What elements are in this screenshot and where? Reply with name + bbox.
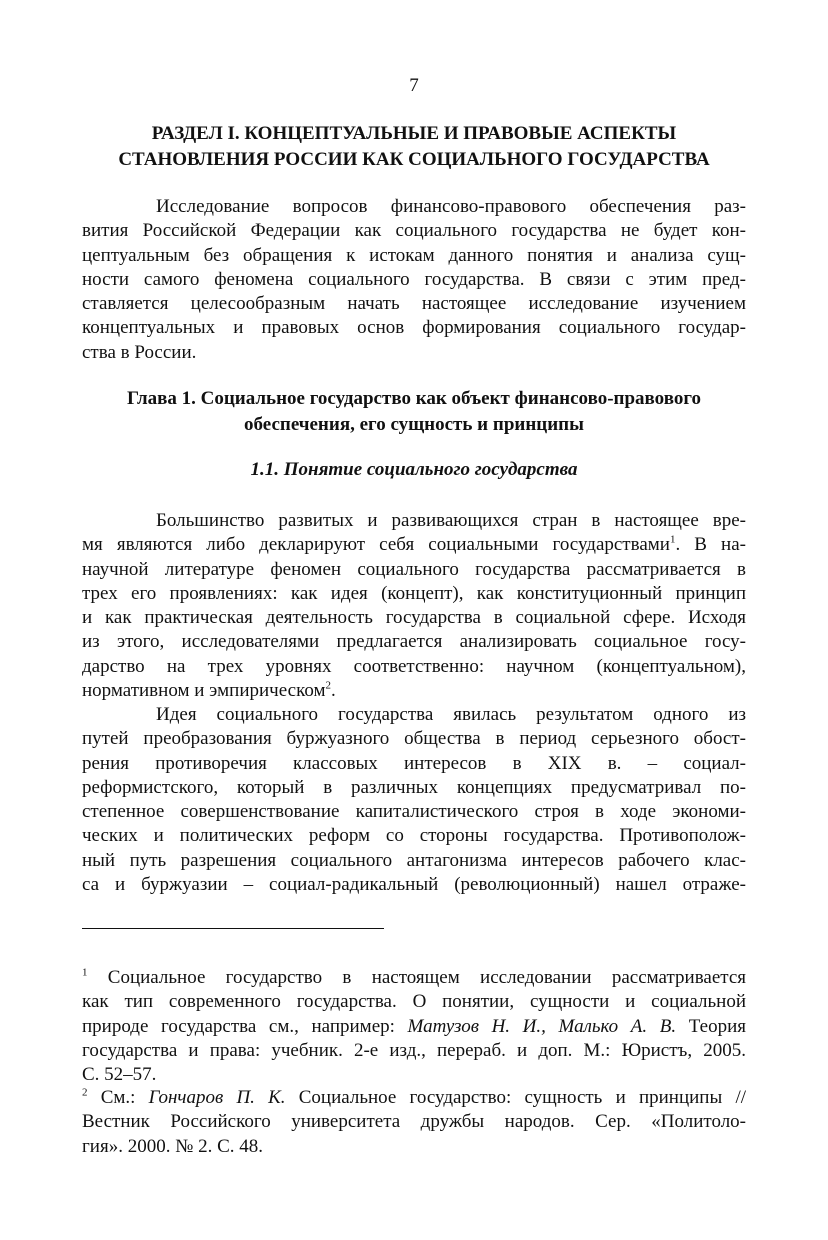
text-line: Большинство развитых и развивающихся стран в настоящее вре-: [156, 510, 746, 531]
text-line: дарство на трех уровнях соответственно: научном (концептуальном),: [82, 655, 746, 677]
footnote-ref-1[interactable]: 1: [669, 533, 676, 546]
text-line: вития Российской Федерации как социального государства не будет кон-: [82, 220, 746, 242]
text-line: [82, 533, 746, 557]
text-line: [82, 1086, 746, 1110]
text-span: мя являются либо декларируют себя социальными государствами: [82, 534, 670, 556]
chapter-title-line: Глава 1. Социальное государство как объект финансово-правового: [127, 388, 701, 409]
text-span: .: [331, 680, 336, 702]
text-span: См.:: [100, 1087, 149, 1108]
footnote-2: [82, 1086, 746, 1159]
text-line: концептуальных и правовых основ формирования социального государ-: [82, 317, 746, 339]
footnote-author: Гончаров П. К.: [148, 1087, 286, 1108]
intro-paragraph: [82, 195, 746, 365]
text-span: . В на-: [675, 534, 746, 556]
chapter-title: [82, 386, 746, 438]
text-line: рения противоречия классовых интересов в XIX в. – социал-: [82, 752, 746, 774]
text-line: гия». 2000. № 2. С. 48.: [82, 1135, 264, 1157]
footnote-marker: 1: [82, 966, 88, 979]
footnote-ref-2[interactable]: 2: [325, 679, 331, 692]
text-line: степенное совершенствование капиталистического строя в ходе экономи-: [82, 801, 746, 823]
text-line: С. 52–57.: [82, 1064, 157, 1086]
subsection-title: 1.1. Понятие социального государства: [250, 459, 578, 480]
text-line: Вестник Российского университета дружбы народов. Сер. «Политоло-: [82, 1111, 746, 1133]
text-line: государства и права: учебник. 2-е изд., перераб. и доп. М.: Юристъ, 2005.: [82, 1039, 746, 1061]
page-number: 7: [409, 75, 419, 96]
footnote-marker: 2: [82, 1086, 88, 1099]
text-line: как тип современного государства. О понятии, сущности и социальной: [82, 991, 746, 1013]
body-paragraph-1: [82, 509, 746, 703]
text-span: Социальное государство: сущность и принципы //: [285, 1087, 746, 1108]
text-line: [82, 679, 746, 703]
text-line: ности самого феномена социального государства. В связи с этим пред-: [82, 268, 746, 290]
text-line: реформистского, который в различных концепциях предусматривал по-: [82, 776, 746, 798]
text-line: [82, 966, 746, 990]
text-line: ставляется целесообразным начать настоящее исследование изучением: [82, 293, 746, 315]
text-line: Идея социального государства явилась результатом одного из: [156, 704, 746, 725]
section-title-line: СТАНОВЛЕНИЯ РОССИИ КАК СОЦИАЛЬНОГО ГОСУДАРСТВА: [118, 149, 710, 170]
text-span: природе государства см., например:: [82, 1015, 408, 1037]
section-title: [82, 121, 746, 173]
body-paragraph-2: [82, 703, 746, 897]
text-span: нормативном и эмпирическом: [82, 680, 326, 702]
footnote-1: [82, 966, 746, 1087]
section-title-line: РАЗДЕЛ I. КОНЦЕПТУАЛЬНЫЕ И ПРАВОВЫЕ АСПЕКТЫ: [151, 123, 677, 144]
text-line: научной литературе феномен социального государства рассматривается в: [82, 558, 746, 580]
text-line: цептуальным без обращения к истокам данного понятия и анализа сущ-: [82, 244, 746, 266]
text-line: ческих и политических реформ со стороны государства. Противополож-: [82, 825, 746, 847]
footnote-author: Матузов Н. И., Малько А. В.: [407, 1015, 677, 1037]
text-line: путей преобразования буржуазного общества в период серьезного обост-: [82, 728, 746, 750]
text-span: Теория: [676, 1015, 746, 1037]
text-line: из этого, исследователями предлагается анализировать социальное госу-: [82, 631, 746, 653]
text-line: са и буржуазии – социал-радикальный (революционный) нашел отраже-: [82, 874, 746, 896]
text-line: ный путь разрешения социального антагонизма интересов рабочего клас-: [82, 849, 746, 871]
text-line: ства в России.: [82, 341, 197, 363]
text-span: Социальное государство в настоящем исследовании рассматривается: [107, 967, 746, 988]
chapter-title-line: обеспечения, его сущность и принципы: [244, 414, 584, 435]
text-line: Исследование вопросов финансово-правового обеспечения раз-: [156, 196, 746, 217]
footnote-separator: [82, 928, 384, 929]
text-line: трех его проявлениях: как идея (концепт), как конституционный принцип: [82, 582, 746, 604]
text-line: и как практическая деятельность государства в социальной сфере. Исходя: [82, 607, 746, 629]
text-line: [82, 1015, 746, 1039]
